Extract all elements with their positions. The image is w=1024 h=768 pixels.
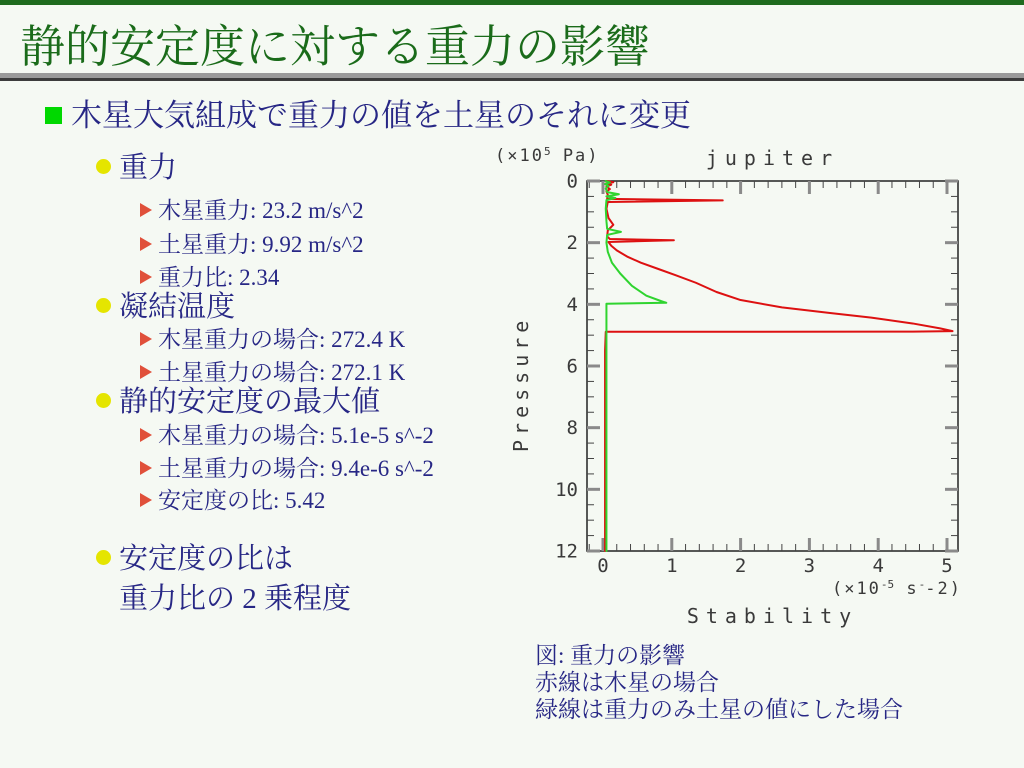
svg-text:6: 6 (566, 355, 578, 378)
svg-text:4: 4 (872, 555, 884, 577)
stability-unit-mid: s (894, 579, 919, 599)
svg-text:0: 0 (566, 170, 578, 193)
svg-text:10: 10 (555, 478, 578, 501)
heading-ratio-conclusion-line2-text: 重力比の 2 乗程度 (119, 583, 352, 615)
stability-unit-pre: (×10 (831, 579, 881, 599)
heading-condensation-temp-text: 凝結温度 (119, 291, 236, 323)
svg-text:4: 4 (566, 293, 578, 316)
item-temp-jupiter-text: 木星重力の場合: 272.4 K (158, 327, 406, 352)
svg-text:2: 2 (566, 232, 578, 255)
heading-max-stability-text: 静的安定度の最大値 (119, 386, 381, 418)
item-saturn-gravity-text: 土星重力: 9.92 m/s^2 (158, 232, 364, 257)
svg-text:3: 3 (803, 555, 816, 577)
pressure-axis-label: Pressure (509, 315, 533, 452)
pressure-unit-post: Pa) (550, 146, 600, 166)
pressure-unit-pre: (×10 (495, 146, 544, 166)
svg-text:5: 5 (941, 555, 953, 577)
item-temp-saturn-text: 土星重力の場合: 272.1 K (158, 360, 406, 385)
pressure-unit-exponent: 5 (543, 145, 551, 158)
svg-text:1: 1 (666, 555, 678, 577)
slide-title: 静的安定度に対する重力の影響 (20, 22, 651, 72)
item-jupiter-gravity-text: 木星重力: 23.2 m/s^2 (158, 198, 364, 223)
caption-line-3: 緑線は重力のみ土星の値にした場合 (535, 697, 903, 722)
item-gravity-ratio-text: 重力比: 2.34 (158, 265, 280, 290)
stability-unit-exponent: -5 (880, 578, 895, 591)
svg-text:2: 2 (734, 555, 747, 577)
stability-unit-sup-minus: - (918, 578, 926, 591)
caption-line-1: 図: 重力の影響 (535, 643, 686, 668)
chart-title: jupiter (705, 146, 840, 170)
stability-unit-post: -2) (925, 579, 962, 599)
item-stability-saturn-text: 土星重力の場合: 9.4e-6 s^-2 (158, 456, 434, 481)
svg-text:8: 8 (566, 417, 578, 440)
main-bullet-text: 木星大気組成で重力の値を土星のそれに変更 (71, 98, 691, 133)
heading-gravity-text: 重力 (119, 152, 178, 184)
item-stability-ratio-text: 安定度の比: 5.42 (158, 488, 326, 513)
caption-line-2: 赤線は木星の場合 (535, 670, 719, 695)
stability-axis-label: Stability (686, 604, 859, 628)
stability-unit-label (832, 578, 962, 599)
svg-text:0: 0 (597, 555, 609, 577)
item-stability-jupiter-text: 木星重力の場合: 5.1e-5 s^-2 (158, 423, 434, 448)
svg-text:12: 12 (555, 540, 578, 563)
heading-ratio-conclusion-text: 安定度の比は (119, 543, 294, 575)
figure-caption (535, 642, 903, 723)
